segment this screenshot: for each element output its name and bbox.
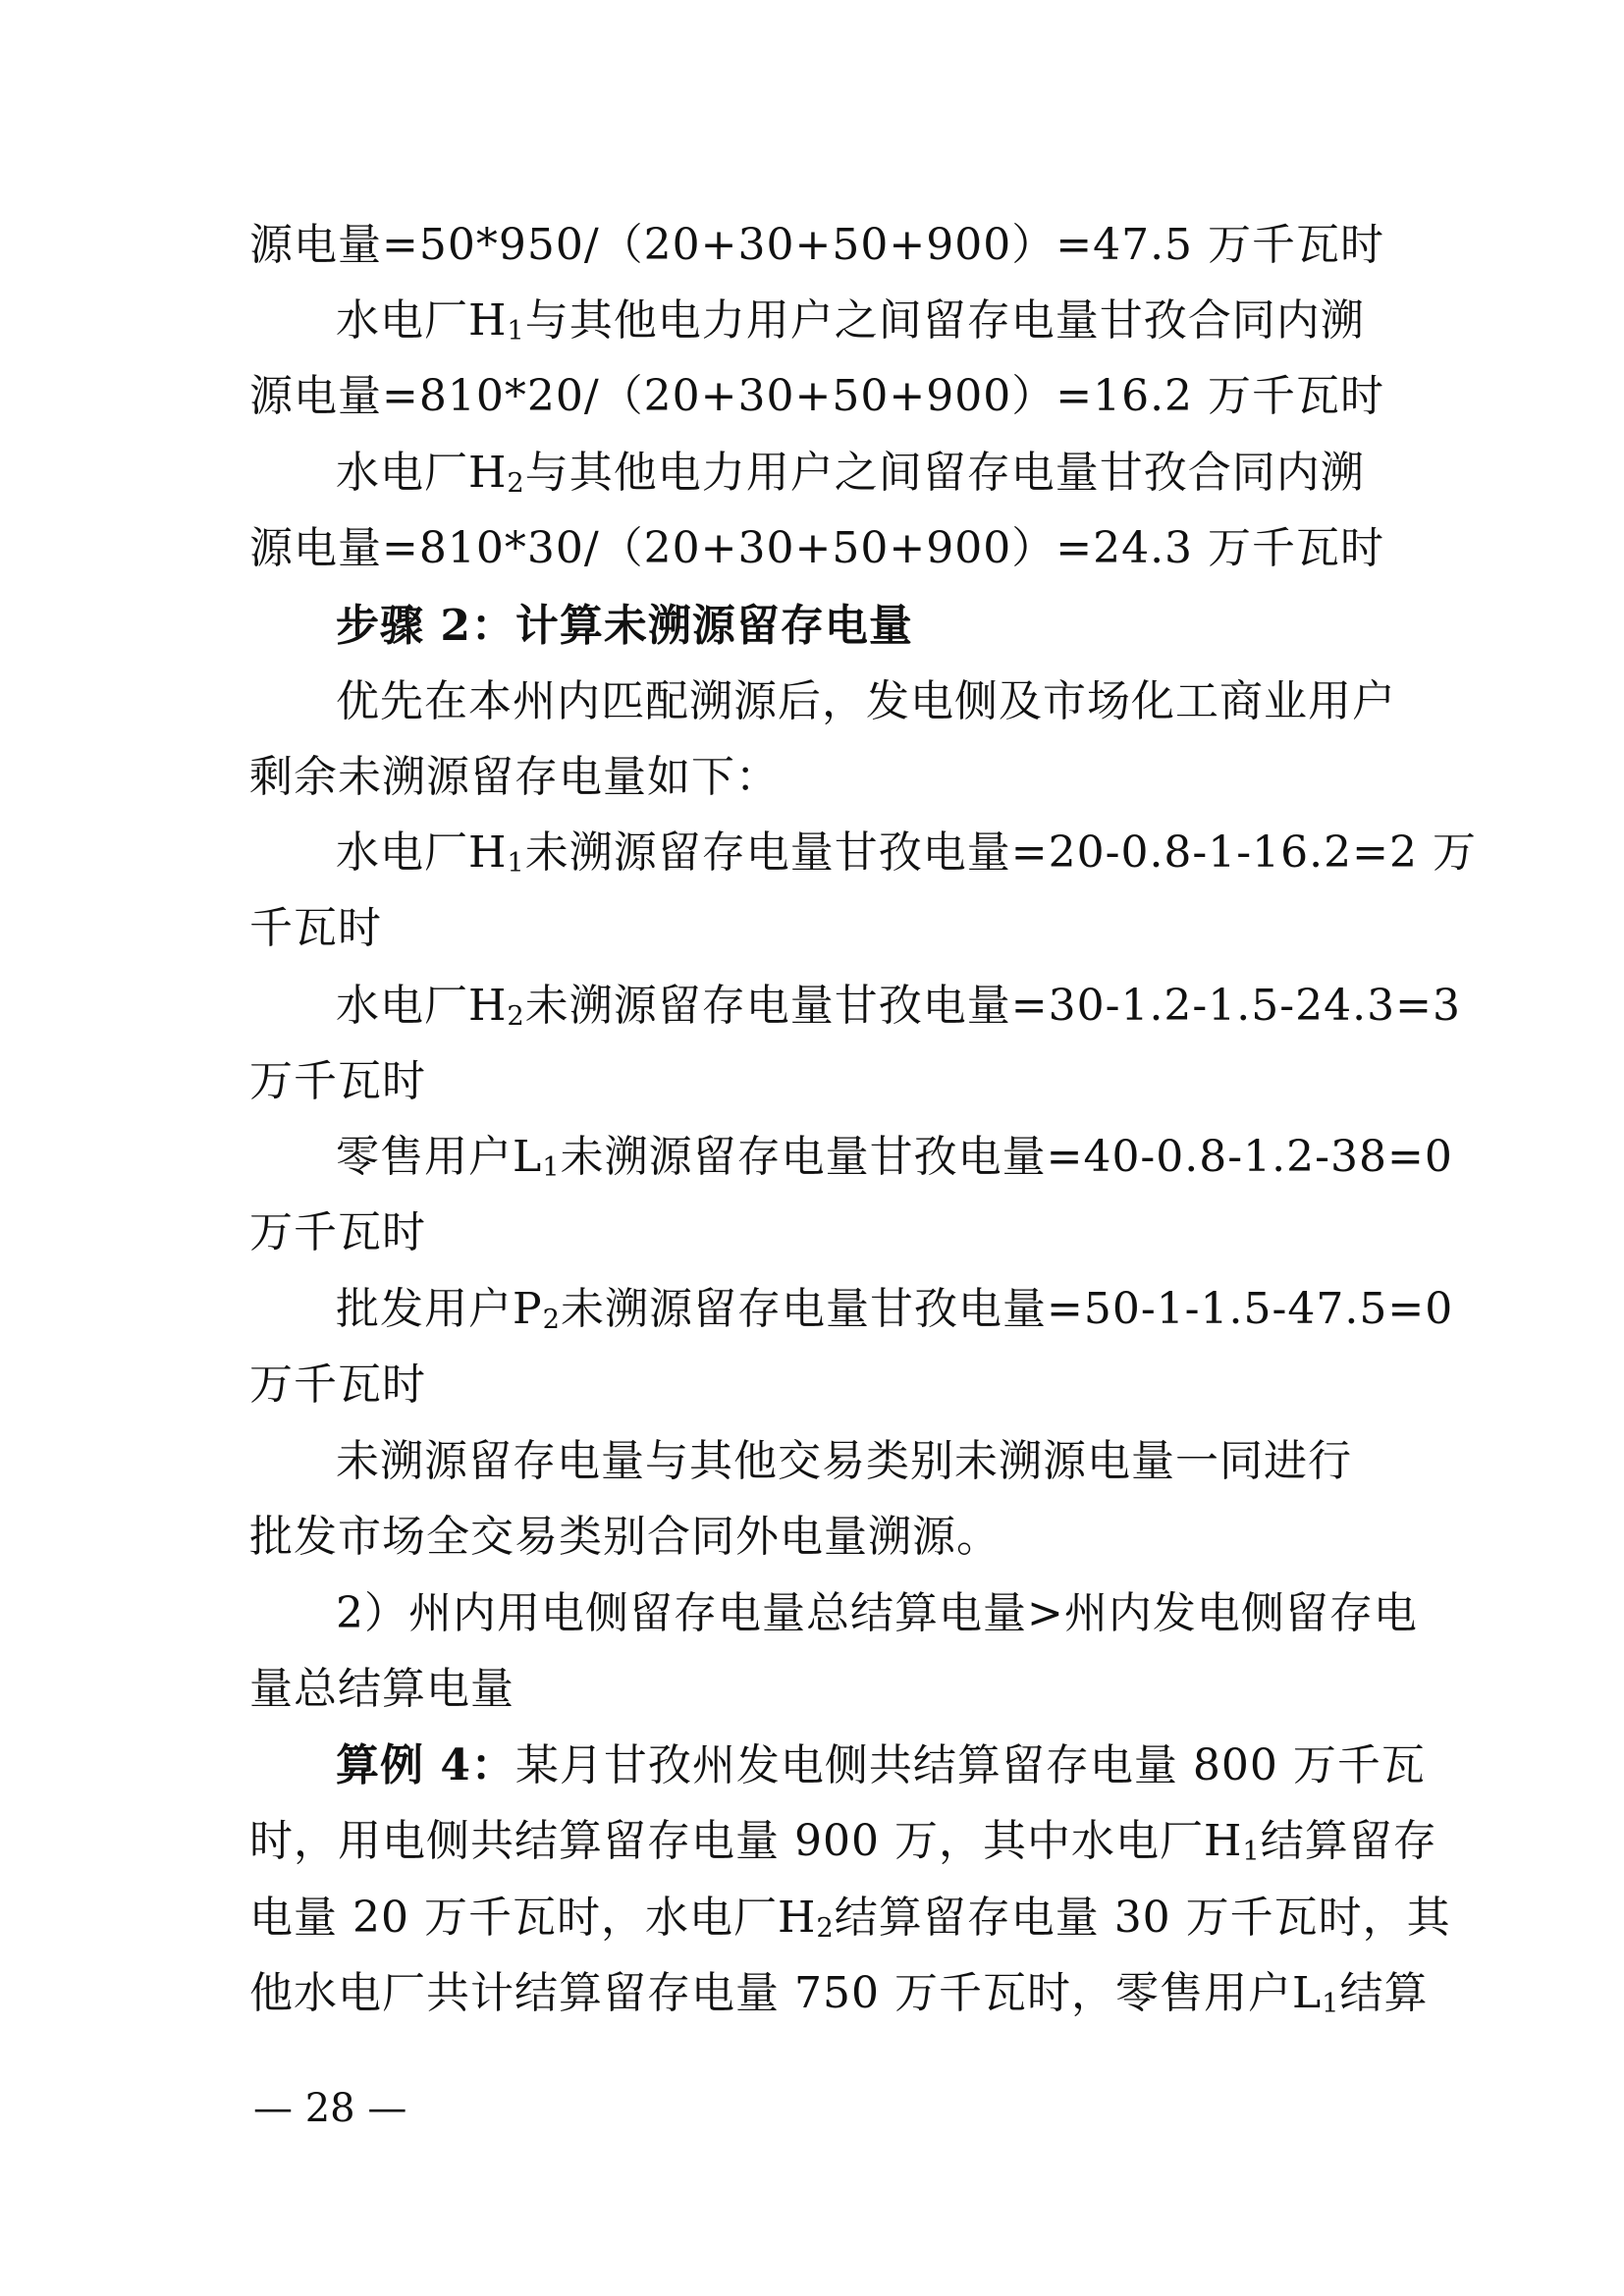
text-line: 优先在本州内匹配溯源后，发电侧及市场化工商业用户 [336, 676, 1396, 726]
text-line: 千瓦时 [249, 903, 382, 953]
text-line: 万千瓦时 [249, 1207, 426, 1257]
text-line: 他水电厂共计结算留存电量 750 万千瓦时，零售用户$L_1$结算 [249, 1968, 1429, 2019]
text-line: 时，用电侧共结算留存电量 900 万，其中水电厂$H_1$结算留存 [249, 1816, 1437, 1867]
text-line: 水电厂$H_1$与其他电力用户之间留存电量甘孜合同内溯 [336, 295, 1365, 347]
text-line: 源电量=810*30/（20+30+50+900）=24.3 万千瓦时 [249, 523, 1385, 573]
text-line: 万千瓦时 [249, 1056, 426, 1106]
text-line: 量总结算电量 [249, 1664, 514, 1714]
text-line: 未溯源留存电量与其他交易类别未溯源电量一同进行 [336, 1436, 1352, 1486]
example-label: 算例 4： [336, 1740, 515, 1790]
text-line: 剩余未溯源留存电量如下： [249, 752, 780, 802]
text-line: 水电厂$H_1$未溯源留存电量甘孜电量=20-0.8-1-16.2=2 万 [336, 828, 1477, 879]
text-line: 批发市场全交易类别合同外电量溯源。 [249, 1512, 1001, 1562]
text-line: 万千瓦时 [249, 1360, 426, 1410]
section-heading: 步骤 2：计算未溯源留存电量 [336, 601, 913, 651]
text-line: 源电量=50*950/（20+30+50+900）=47.5 万千瓦时 [249, 220, 1385, 270]
text-line: 2）州内用电侧留存电量总结算电量>州内发电侧留存电 [336, 1588, 1418, 1638]
example-line: 算例 4：某月甘孜州发电侧共结算留存电量 800 万千瓦 [336, 1740, 1426, 1790]
text-line: 零售用户$L_1$未溯源留存电量甘孜电量=40-0.8-1.2-38=0 [336, 1132, 1453, 1183]
text-line: 源电量=810*20/（20+30+50+900）=16.2 万千瓦时 [249, 371, 1385, 421]
text-line: 水电厂$H_2$未溯源留存电量甘孜电量=30-1.2-1.5-24.3=3 [336, 981, 1461, 1032]
page-number: — 28 — [253, 2086, 407, 2131]
text-line: 批发用户$P_2$未溯源留存电量甘孜电量=50-1-1.5-47.5=0 [336, 1284, 1454, 1335]
text-line: 电量 20 万千瓦时，水电厂$H_2$结算留存电量 30 万千瓦时，其 [249, 1893, 1451, 1944]
text-line: 水电厂$H_2$与其他电力用户之间留存电量甘孜合同内溯 [336, 448, 1365, 499]
